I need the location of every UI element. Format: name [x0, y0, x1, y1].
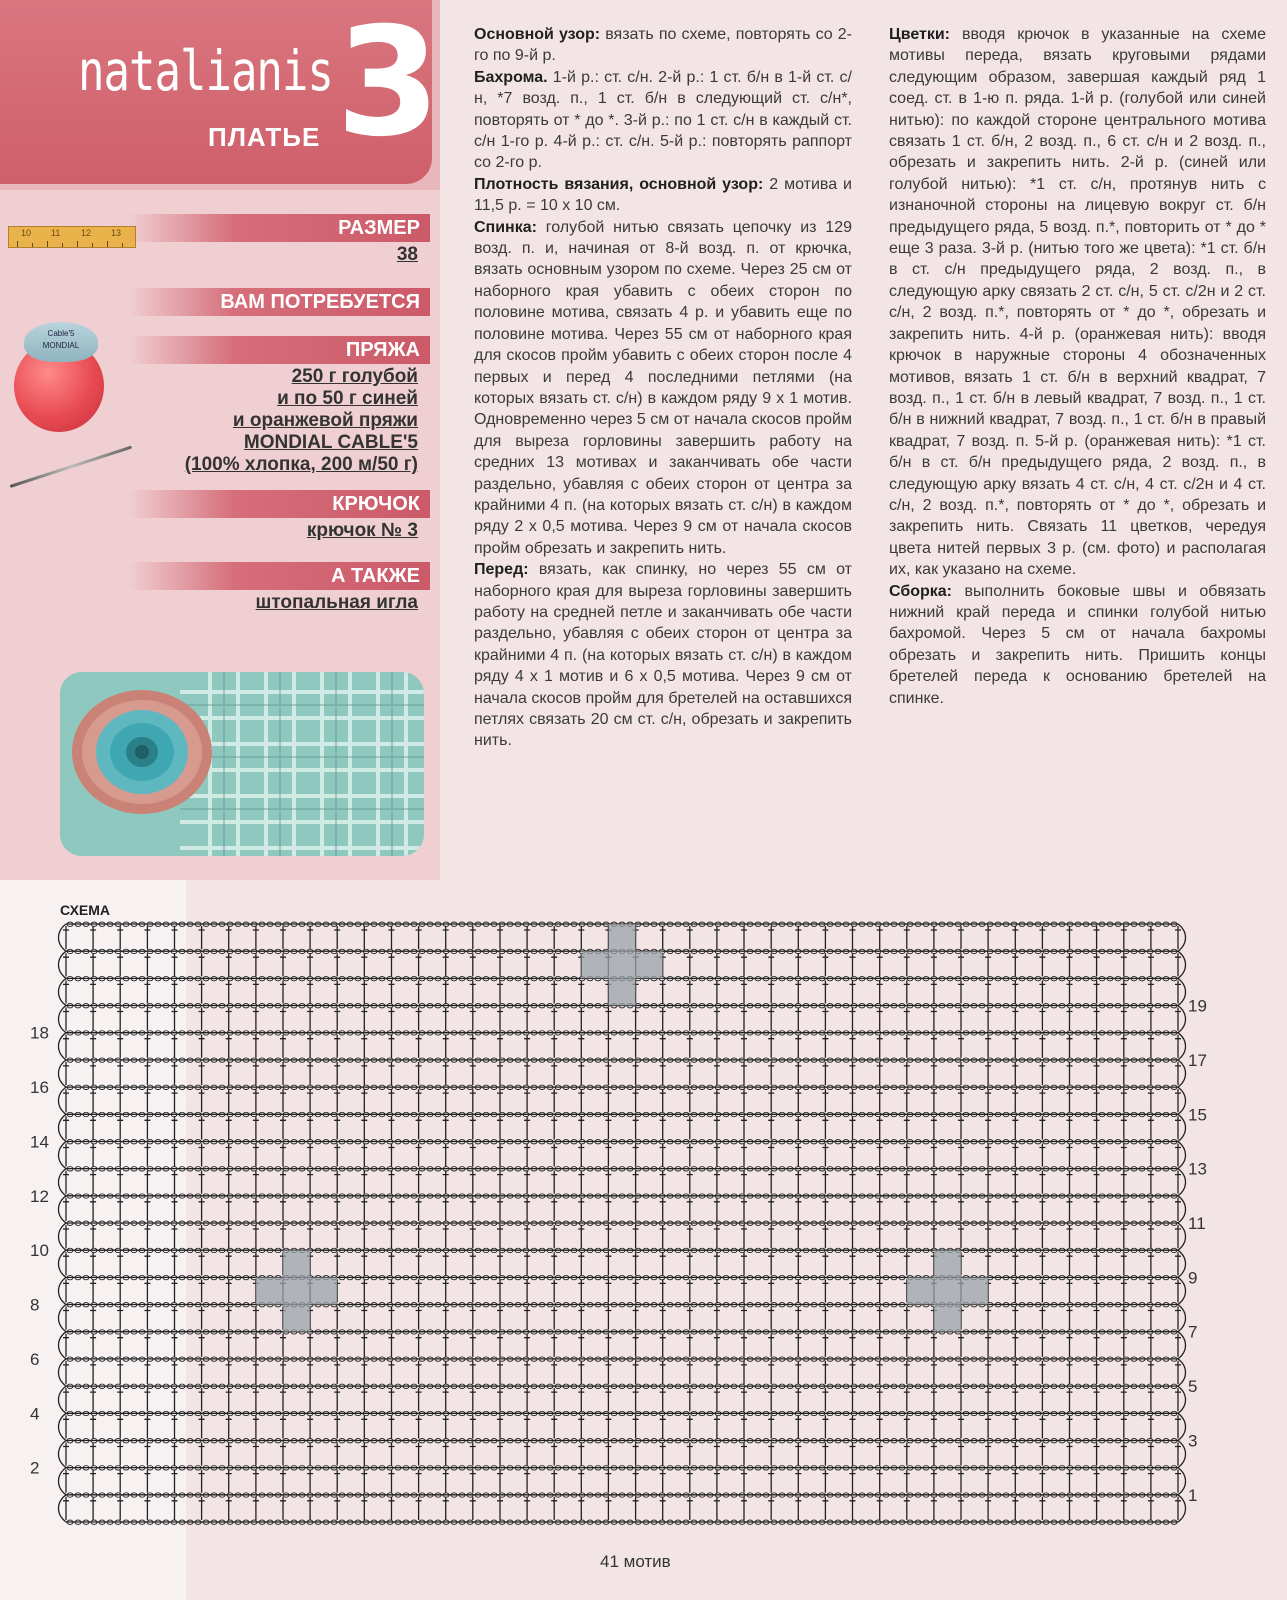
row-number-right: 15	[1188, 1105, 1207, 1125]
chart-turn-loop-left	[59, 1359, 67, 1386]
chart-turn-loop-left	[59, 1468, 67, 1495]
flower-position-marker	[907, 1250, 988, 1332]
title-panel	[0, 0, 441, 184]
chart-turn-loop-left	[59, 1169, 67, 1196]
page-title: ПЛАТЬЕ	[208, 122, 321, 152]
row-number-right: 11	[1188, 1214, 1206, 1233]
size-value	[100, 244, 418, 266]
row-number-right: 17	[1188, 1050, 1207, 1070]
chart-turn-loop-right	[1178, 1223, 1186, 1250]
chart-turn-loop-right	[1178, 1060, 1186, 1087]
chart-turn-loop-right	[1178, 1114, 1186, 1141]
crochet-chart	[0, 910, 1287, 1550]
yarn-line: (100% хлопка, 200 м/50 г)	[184, 454, 418, 475]
paragraph-heading: Перед:	[474, 561, 529, 579]
chart-bottom-label: 41 мотив	[600, 1552, 671, 1571]
paragraph-text: 1-й р.: ст. с/н. 2-й р.: 1 ст. б/н в 1-й ст. с/н, *7 возд. п., 1 ст. б/н в следующий ст. с/н*, повторять от * до *. 3-й р.: по 1 ст. с/н в каждый ст. с/н 1-го р. 4-й р.: ст. с/н. 5-й р.: повторять раппорт со 2-го р.	[474, 68, 852, 172]
size-value-text: 38	[396, 244, 418, 265]
chart-turn-loop-left	[59, 1114, 67, 1141]
chart-turn-loop-right	[1178, 1006, 1186, 1033]
yarn-label-text: Cable'5 MONDIAL	[42, 329, 80, 350]
row-number-right: 3	[1188, 1431, 1198, 1451]
chart-turn-loop-right	[1178, 951, 1186, 978]
yarn-value	[100, 366, 418, 476]
chart-turn-loop-left	[59, 1386, 67, 1413]
row-number-right: 5	[1188, 1377, 1198, 1397]
chart-turn-loop-right	[1178, 1196, 1186, 1223]
flower-position-marker	[581, 924, 662, 1006]
chart-turn-loop-left	[59, 978, 67, 1005]
paragraph-front	[474, 559, 852, 752]
flower-photo	[60, 672, 424, 856]
chart-turn-loop-right	[1178, 1332, 1186, 1359]
chart-turn-loop-left	[59, 1006, 67, 1033]
paragraph-text: выполнить боковые швы и обвязать нижний край переда и спинки голубой нитью бахромой. Через 5 см от начала бахромы обрезать и закрепить нить. Пришить концы бретелей переда к основанию бретелей на спинке.	[889, 582, 1266, 707]
paragraph-heading: Плотность вязания, основной узор:	[474, 175, 764, 193]
size-heading: РАЗМЕР	[128, 214, 430, 242]
chart-turn-loop-left	[59, 1413, 67, 1440]
row-number-right: 1	[1188, 1485, 1198, 1505]
row-number-left: 16	[30, 1078, 49, 1098]
chart-turn-loop-right	[1178, 1033, 1186, 1060]
instructions-column-2	[889, 24, 1266, 709]
paragraph-gauge	[474, 174, 852, 217]
paragraph-text: вводя крючок в указанные на схеме мотивы переда, вязать круговыми рядами следующим образом, завершая каждый ряд 1 соед. ст. в 1-ю п. ряда. 1-й р. (голубой или синей нитью): по каждой стороне центрального мотива связать 1 ст. б/н, 2 возд. п., 6 ст. с/н и 2 возд. п., обрезать и закрепить нить. 2-й р. (синей или голубой нитью): *1 ст. с/н, протянув нить с изнаночной стороны на лицевую вокруг ст. б/н предыдущего ряда, 5 возд. п.*, повторить от * до * еще 3 раза. 3-й р. (нитью того же цвета): *1 ст. б/н в ст. с/н предыдущего ряда, 2 возд. п., в следующую арку связать 2 ст. с/н, 5 ст. с/2н и 2 ст. с/н, 2 возд. п.*, повторять от * до *, обрезать и закрепить нить. 4-й р. (оранжевая нить): вводя крючок в наружные стороны 4 обозначенных мотивов, вязать 1 ст. б/н в верхний квадрат, 7 возд. п., 1 ст. б/н в левый квадрат, 7 возд. п., 1 ст. б/н в нижний квадрат, 7 возд. п., 1 ст. б/н в правый квадрат, 7 возд. п. 5-й р. (оранжевая нить): *1 ст. б/н в ст. б/н предыдущего ряда, 2 возд. п., в следующую арку вязать 4 ст. с/н, 4 ст. с/2н и 4 ст. с/н, 2 возд. п.*, повторять от * до *, обрезать и закрепить нить. Связать 11 цветков, чередуя цвета нитей первых 3 р. (см. фото) и располагая их, как указано на схеме.	[889, 26, 1266, 579]
row-number-left: 8	[30, 1295, 40, 1315]
paragraph-flowers	[889, 24, 1266, 581]
row-number-right: 7	[1188, 1322, 1198, 1342]
yarn-label	[24, 322, 98, 362]
chart-turn-loop-left	[59, 1305, 67, 1332]
watermark-text: natalianis	[78, 40, 333, 104]
also-heading: А ТАКЖЕ	[128, 562, 430, 590]
hook-heading: КРЮЧОК	[128, 490, 430, 518]
flower-position-marker	[256, 1250, 337, 1332]
yarn-line: 250 г голубой	[291, 366, 418, 387]
ruler-tick-label: 11	[51, 228, 61, 238]
chart-turn-loop-right	[1178, 1305, 1186, 1332]
row-number-left: 4	[30, 1404, 40, 1424]
paragraph-heading: Основной узор:	[474, 26, 601, 43]
ruler-tick-label: 10	[21, 228, 32, 238]
chart-turn-loop-left	[59, 1441, 67, 1468]
chart-turn-loop-left	[59, 1142, 67, 1169]
chart-turn-loop-right	[1178, 1468, 1186, 1495]
also-value	[100, 592, 418, 614]
row-number-left: 12	[30, 1186, 49, 1206]
pattern-number: 3	[336, 0, 441, 170]
yarn-line: и по 50 г синей	[277, 388, 418, 409]
chart-turn-loop-right	[1178, 1087, 1186, 1114]
instructions-column-1	[474, 24, 852, 752]
paragraph-main-pattern	[474, 24, 852, 67]
chart-turn-loop-left	[59, 1332, 67, 1359]
hook-value	[100, 520, 418, 542]
also-value-text: штопальная игла	[255, 592, 418, 613]
paragraph-heading: Бахрома.	[474, 68, 548, 86]
row-number-left: 14	[30, 1132, 49, 1152]
paragraph-assembly	[889, 581, 1266, 709]
chart-turn-loop-left	[59, 924, 67, 951]
chart-turn-loop-left	[59, 1033, 67, 1060]
chart-title: СХЕМА	[60, 902, 111, 918]
row-number-left: 10	[30, 1241, 49, 1261]
row-number-left: 2	[30, 1458, 40, 1478]
paragraph-heading: Спинка:	[474, 218, 537, 236]
chart-turn-loop-left	[59, 1250, 67, 1277]
row-number-right: 19	[1188, 996, 1207, 1016]
ruler-tick-label: 12	[81, 228, 92, 238]
ruler-tick-label: 13	[111, 228, 122, 238]
yarn-line: MONDIAL CABLE'5	[243, 432, 418, 453]
chart-turn-loop-right	[1178, 1250, 1186, 1277]
chart-turn-loop-right	[1178, 924, 1186, 951]
yarn-line: и оранжевой пряжи	[232, 410, 418, 431]
chart-turn-loop-right	[1178, 978, 1186, 1005]
chart-grid-lines	[63, 924, 1181, 1522]
chart-turn-loop-right	[1178, 1413, 1186, 1440]
chart-turn-loop-right	[1178, 1441, 1186, 1468]
chart-turn-loop-right	[1178, 1169, 1186, 1196]
chart-turn-loop-left	[59, 951, 67, 978]
chart-turn-loop-right	[1178, 1142, 1186, 1169]
paragraph-back	[474, 217, 852, 560]
chart-turn-loop-left	[59, 1060, 67, 1087]
chart-turn-loop-right	[1178, 1495, 1186, 1522]
chart-turn-loop-right	[1178, 1359, 1186, 1386]
row-number-right: 13	[1188, 1159, 1207, 1179]
row-number-left: 18	[30, 1023, 49, 1043]
paragraph-text: вязать, как спинку, но через 55 см от наборного края для выреза горловины завершить работу на средней петле и заканчивать обе части раздельно, убавляя с обеих сторон от центра за крайними 4 п. (на которых вязать ст. с/н) в каждом ряду 4 х 1 мотив и 6 х 0,5 мотива. Через 9 см от начала скосов пройм для бретелей на оставшихся петлях связать 20 см ст. с/н, обрезать и закрепить нить.	[474, 561, 852, 750]
paragraph-text: голубой нитью связать цепочку из 129 возд. п. и, начиная от 8-й возд. п. от крючка, вязать основным узором по схеме. Через 25 см от наборного края убавить с обеих сторон по половине мотива, связать 4 р. и убавить еще по половине мотива. Через 55 см от наборного края для скосов пройм убавить с обеих сторон после 4 первых и перед 4 последними петлями (на которых вязать ст. с/н) в каждом ряду 9 х 1 мотив. Одновременно через 5 см от начала скосов пройм для выреза горловины завершить работу на средних 13 мотивах и заканчивать обе части раздельно, убавляя с обеих сторон от центра за крайними 4 п. (на которых вязать ст. с/н) в каждом ряду 2 х 0,5 мотива. Через 9 см от начала скосов пройм обрезать и закрепить нить.	[474, 218, 852, 557]
paragraph-text: вязать по схеме, повторять со 2-го по 9-й р.	[474, 26, 853, 65]
chart-turn-loop-left	[59, 1223, 67, 1250]
row-number-right: 9	[1188, 1268, 1198, 1288]
chart-turn-loop-left	[59, 1196, 67, 1223]
row-number-left: 6	[30, 1349, 40, 1369]
paragraph-fringe	[474, 67, 852, 174]
yarn-heading: ПРЯЖА	[128, 336, 430, 364]
paragraph-text: 2 мотива и 11,5 р. = 10 х 10 см.	[474, 175, 852, 215]
chart-turn-loop-right	[1178, 1277, 1186, 1304]
chart-turn-loop-left	[59, 1277, 67, 1304]
paragraph-heading: Цветки:	[889, 26, 951, 43]
chart-stitches	[59, 922, 1186, 1524]
chart-turn-loop-left	[59, 1495, 67, 1522]
requirements-heading: ВАМ ПОТРЕБУЕТСЯ	[128, 288, 430, 316]
chart-turn-loop-left	[59, 1087, 67, 1114]
chart-turn-loop-right	[1178, 1386, 1186, 1413]
hook-value-text: крючок № 3	[306, 520, 418, 541]
paragraph-heading: Сборка:	[889, 582, 953, 600]
